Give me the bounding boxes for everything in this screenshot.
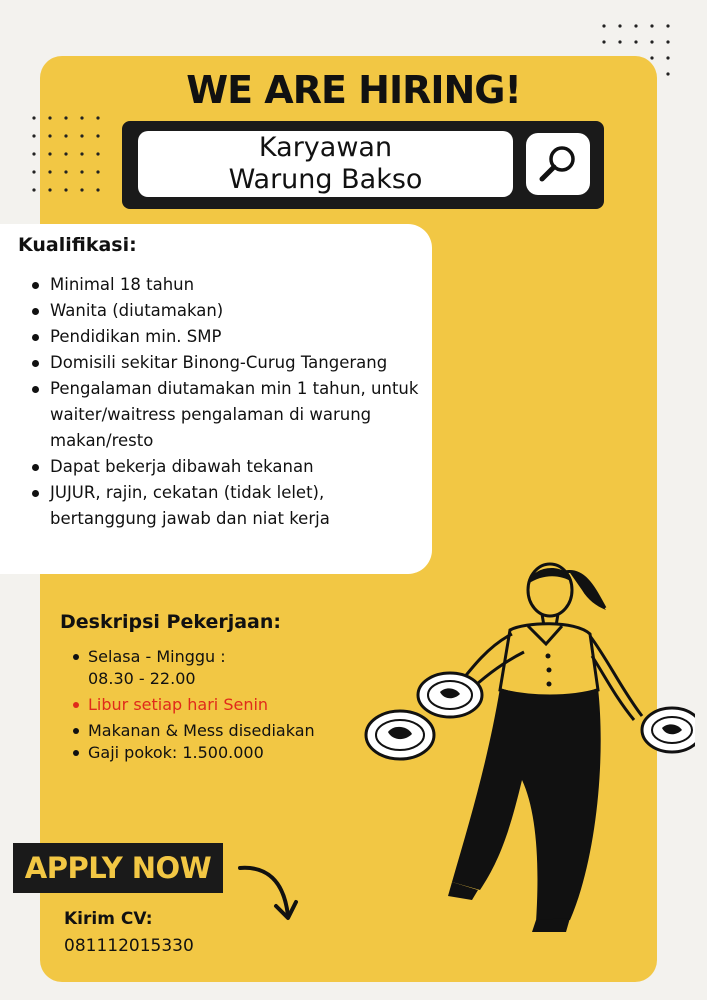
curved-arrow-icon: [236, 858, 306, 928]
day-off-item: Libur setiap hari Senin: [70, 694, 400, 716]
schedule-hours: 08.30 - 22.00: [88, 669, 196, 688]
apply-now-banner: APPLY NOW: [13, 843, 223, 893]
send-cv-label: Kirim CV:: [64, 909, 153, 929]
list-item: Wanita (diutamakan): [28, 298, 420, 324]
dot-pattern-left: [30, 112, 110, 194]
salary-item: Gaji pokok: 1.500.000: [70, 742, 400, 764]
search-field: [138, 131, 513, 197]
list-item: Domisili sekitar Binong-Curug Tangerang: [28, 350, 420, 376]
schedule-item: [70, 646, 400, 690]
search-bar: [122, 121, 604, 209]
search-button: [526, 133, 590, 195]
job-description-list: [70, 646, 400, 764]
job-description-title: Deskripsi Pekerjaan:: [60, 611, 281, 633]
list-item: Minimal 18 tahun: [28, 272, 420, 298]
list-item: Pengalaman diutamakan min 1 tahun, untuk waiter/waitress pengalaman di warung makan/resto: [28, 376, 420, 454]
waitress-illustration: [360, 560, 695, 990]
hiring-headline: WE ARE HIRING!: [186, 68, 521, 112]
list-item: JUJUR, rajin, cekatan (tidak lelet), bertanggung jawab dan niat kerja: [28, 480, 420, 532]
contact-phone: 081112015330: [64, 936, 194, 956]
qualifications-list: [28, 272, 420, 532]
search-text-line1: Karyawan: [258, 132, 393, 163]
list-item: Dapat bekerja dibawah tekanan: [28, 454, 420, 480]
magnifier-icon: [536, 142, 580, 186]
benefits-item: Makanan & Mess disediakan: [70, 720, 400, 742]
search-text-line2: Warung Bakso: [228, 164, 423, 195]
list-item: Pendidikan min. SMP: [28, 324, 420, 350]
schedule-days: Selasa - Minggu :: [88, 647, 226, 666]
qualifications-title: Kualifikasi:: [18, 234, 137, 256]
